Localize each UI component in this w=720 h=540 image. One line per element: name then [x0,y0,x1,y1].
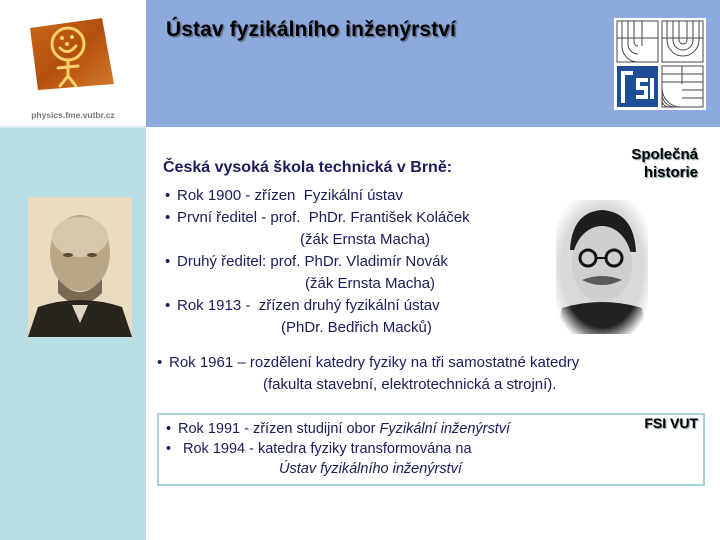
list-item [165,187,403,204]
box-item-italic: Fyzikální inženýrství [379,421,511,437]
page-title: Ústav fyzikálního inženýrství [166,18,456,41]
site-url[interactable]: physics.fme.vutbr.cz [31,110,115,120]
bullet: • [157,354,163,371]
box-item-text: Rok 1991 - zřízen studijní obor [178,421,380,437]
logo-cell [0,0,146,127]
list-item-1961 [157,354,579,371]
list-item-continuation: (fakulta stavební, elektrotechnická a strojní). [263,376,557,393]
box-item-continuation: Ústav fyzikálního inženýrství [279,461,462,477]
list-item-text: Druhý ředitel: prof. PhDr. Vladimír Novák [177,253,448,270]
list-item-continuation: (žák Ernsta Macha) [305,275,436,292]
sidebar-label-line: Společná [631,146,698,163]
sidebar-label-history [631,146,698,182]
divider [0,126,146,128]
bullet: • [165,209,171,226]
bullet: • [165,253,171,270]
portrait-kolacek [28,197,132,337]
list-item-text: Rok 1900 - zřízen Fyzikální ústav [177,187,403,204]
list-item-text: První ředitel - prof. PhDr. František Koláček [177,209,470,226]
list-item [165,253,448,270]
list-item [165,297,440,314]
bullet: • [165,297,171,314]
bullet: • [165,187,171,204]
list-item-text: Rok 1961 – rozdělení katedry fyziky na tři samostatné katedry [169,354,580,371]
sidebar-label-line: historie [643,164,698,181]
sidebar-label-fsi-vut: FSI VUT [644,415,698,431]
portrait-novak [556,200,648,334]
bullet: • [166,421,172,437]
list-item [165,209,470,226]
box-item [166,441,472,457]
vut-fsi-logo [614,18,706,110]
list-item-continuation: (žák Ernsta Macha) [300,231,431,248]
box-item [166,421,510,437]
box-item-text: Rok 1994 - katedra fyziky transformována na [183,441,472,457]
section-heading: Česká vysoká škola technická v Brně: [163,159,453,176]
afm-smiley-image [24,14,116,94]
bullet: • [166,441,172,457]
highlight-box [157,413,705,486]
list-item-continuation: (PhDr. Bedřich Macků) [281,319,432,336]
list-item-text: Rok 1913 - zřízen druhý fyzikální ústav [177,297,440,314]
